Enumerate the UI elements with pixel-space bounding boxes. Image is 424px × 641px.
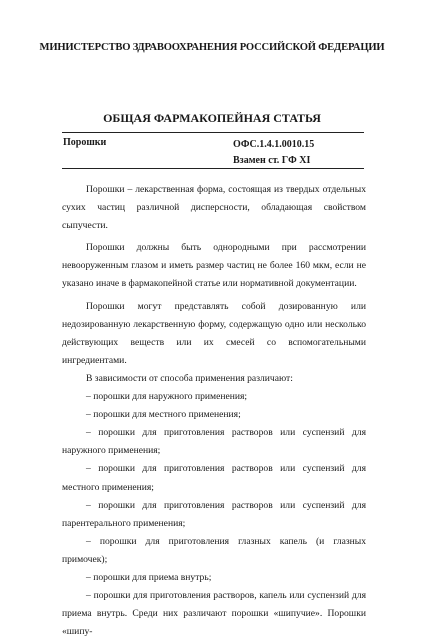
paragraph: Порошки могут представлять собой дозированную или недозированную лекарственную форму, содержащую одно или несколько действующих веществ или их смесей со вспомогательными ингредиентами. [62, 300, 366, 366]
ministry-header: МИНИСТЕРСТВО ЗДРАВООХРАНЕНИЯ РОССИЙСКОЙ ФЕДЕРАЦИИ [39, 42, 385, 53]
list-item: – порошки для приготовления растворов или суспензий для местного применения; [62, 463, 366, 493]
article-meta [233, 137, 314, 169]
paragraph: Порошки должны быть однородными при рассмотрении невооруженным глазом и иметь размер частиц не более 160 мкм, если не указано иначе в фармакопейной статье или нормативной документации. [62, 242, 366, 290]
list-item: – порошки для приготовления растворов, капель или суспензий для приема внутрь. Среди них различают порошки «шипучие». Порошки «шипу- [62, 590, 366, 638]
list-item: – порошки для приготовления растворов или суспензий для наружного применения; [62, 427, 366, 457]
divider-top [62, 132, 364, 133]
list-item: – порошки для приготовления глазных капель (и глазных примочек); [62, 535, 366, 565]
divider-bottom [62, 168, 364, 169]
list-item: – порошки для местного применения; [86, 409, 241, 421]
article-code: ОФС.1.4.1.0010.15 [233, 139, 315, 150]
article-title: ОБЩАЯ ФАРМАКОПЕЙНАЯ СТАТЬЯ [103, 111, 321, 125]
article-name: Порошки [63, 137, 107, 148]
article-replaces: Взамен ст. ГФ XI [233, 155, 311, 166]
list-item: – порошки для приема внутрь; [86, 571, 212, 583]
list-item: – порошки для наружного применения; [86, 391, 248, 403]
article-body [62, 181, 366, 641]
list-item: – порошки для приготовления растворов или суспензий для парентерального применения; [62, 499, 366, 529]
paragraph: Порошки – лекарственная форма, состоящая из твердых отдельных сухих частиц различной дисперсности, обладающая свойством сыпучести. [62, 184, 366, 232]
paragraph: В зависимости от способа применения различают: [86, 372, 293, 384]
